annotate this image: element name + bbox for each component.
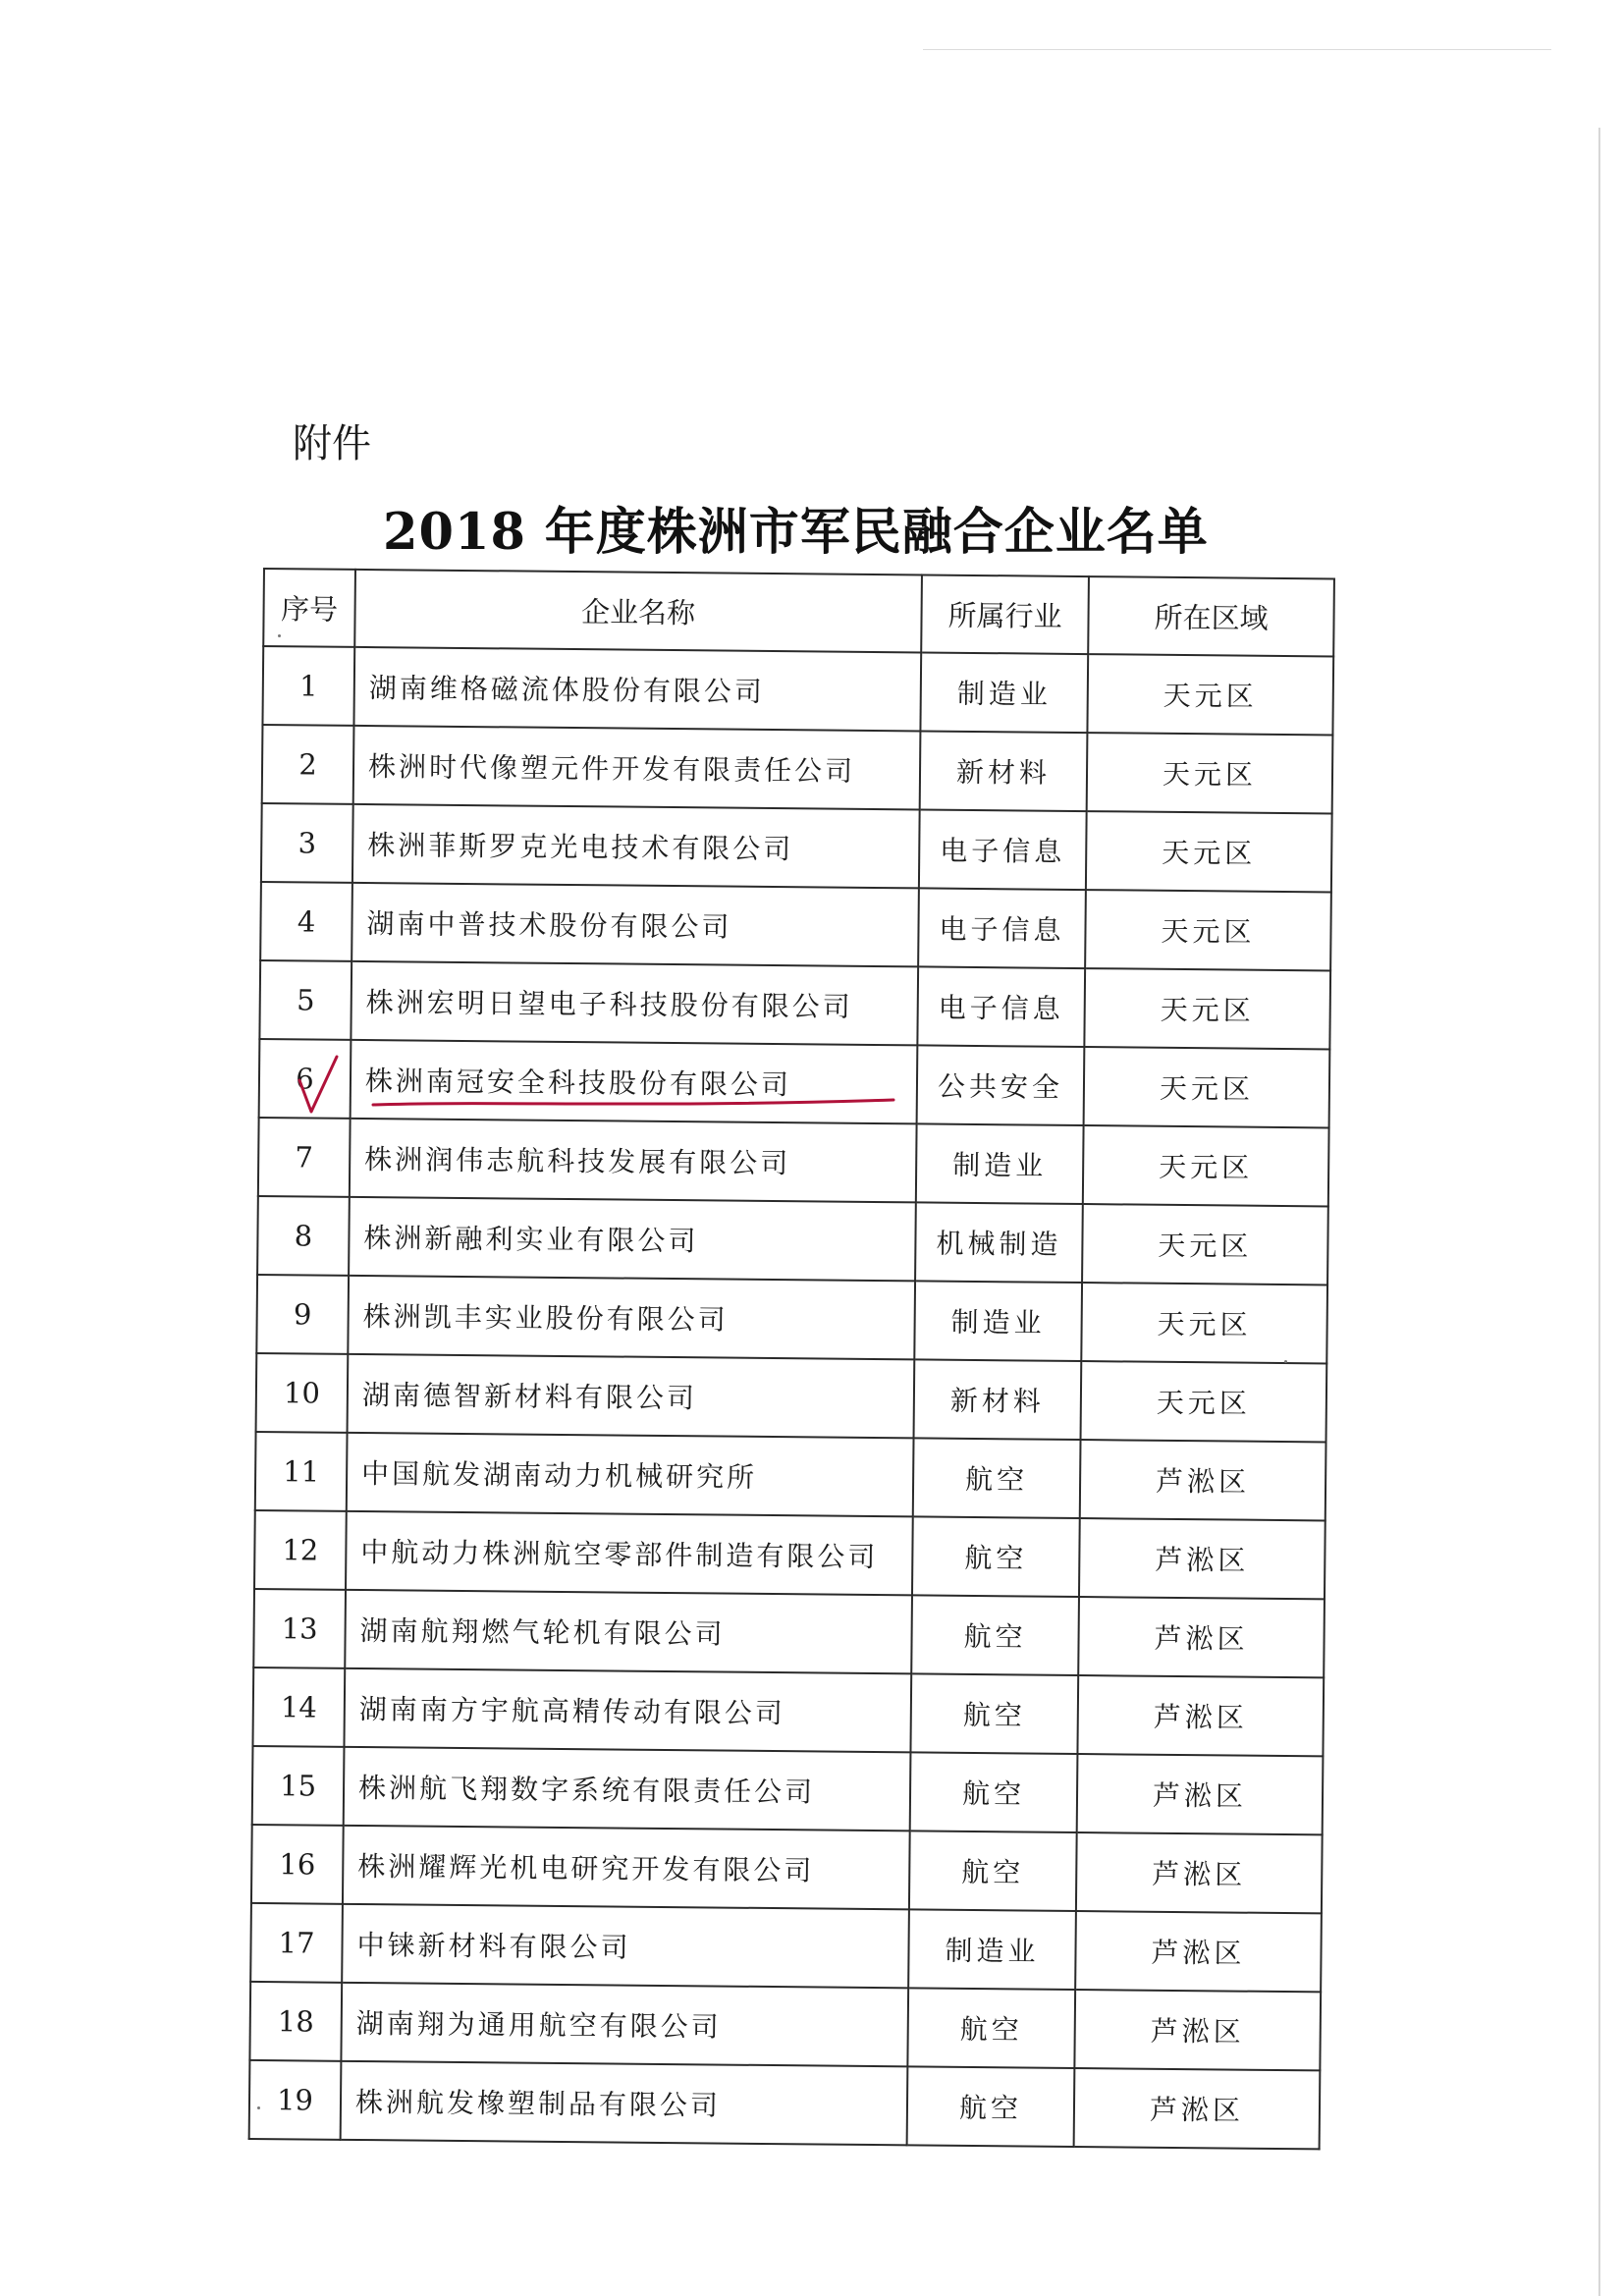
district-cell: 芦淞区 — [1075, 1911, 1322, 1992]
table-row — [261, 803, 1332, 892]
table-header-row — [263, 569, 1334, 656]
industry-cell: 航空 — [907, 2066, 1075, 2147]
company-name-cell: 湖南中普技术股份有限公司 — [352, 883, 919, 967]
header-company-name: 企业名称 — [354, 570, 922, 653]
table-row — [251, 1825, 1323, 1913]
industry-cell: 航空 — [912, 1516, 1080, 1597]
table-body — [249, 646, 1334, 2149]
district-cell: 天元区 — [1084, 1047, 1330, 1127]
page-title: 2018 年度株洲市军民融合企业名单 — [383, 503, 1209, 562]
serial-cell: 3 — [261, 803, 353, 883]
table-row — [259, 960, 1330, 1049]
industry-cell: 公共安全 — [917, 1045, 1085, 1125]
header-serial: 序号 — [263, 569, 355, 647]
serial-cell: 6 — [259, 1039, 352, 1119]
industry-cell: 制造业 — [908, 1909, 1076, 1990]
district-cell: 天元区 — [1081, 1361, 1327, 1442]
district-cell: 芦淞区 — [1080, 1440, 1326, 1520]
serial-cell: 5 — [259, 960, 352, 1040]
district-cell: 天元区 — [1085, 890, 1331, 970]
serial-cell: 18 — [249, 1982, 342, 2061]
table-row — [257, 1196, 1328, 1285]
district-cell: 天元区 — [1081, 1283, 1327, 1363]
serial-cell: 16 — [251, 1825, 344, 1904]
company-name-cell: 湖南维格磁流体股份有限公司 — [353, 647, 921, 732]
serial-cell: 13 — [253, 1589, 346, 1668]
district-cell: 天元区 — [1087, 654, 1333, 735]
company-name-cell: 株洲耀辉光机电研究开发有限公司 — [343, 1826, 910, 1910]
serial-cell: 4 — [260, 882, 352, 961]
district-cell: 天元区 — [1086, 811, 1332, 892]
table-row — [252, 1746, 1324, 1834]
table-row — [249, 2060, 1321, 2149]
serial-cell: 19 — [249, 2060, 342, 2140]
table-row — [262, 725, 1333, 813]
company-name-cell: 株洲凯丰实业股份有限公司 — [348, 1276, 915, 1360]
serial-cell: 10 — [256, 1353, 349, 1433]
scan-edge — [1598, 128, 1600, 2296]
industry-cell: 航空 — [910, 1673, 1078, 1754]
enterprise-table — [248, 568, 1335, 2150]
header-industry: 所属行业 — [921, 574, 1089, 654]
table-row — [262, 646, 1333, 735]
industry-cell: 新材料 — [920, 731, 1088, 811]
serial-cell: 12 — [254, 1510, 347, 1590]
district-cell: 天元区 — [1084, 968, 1330, 1049]
district-cell: 天元区 — [1083, 1125, 1329, 1206]
enterprise-table-wrapper — [248, 568, 1333, 2150]
industry-cell: 电子信息 — [918, 888, 1086, 968]
serial-cell: 14 — [252, 1667, 345, 1747]
district-cell: 芦淞区 — [1077, 1754, 1324, 1834]
serial-cell: 1 — [262, 646, 354, 726]
industry-cell: 电子信息 — [917, 966, 1085, 1047]
company-name-cell: 株洲润伟志航科技发展有限公司 — [350, 1119, 917, 1203]
table-row — [258, 1118, 1329, 1206]
serial-cell: 9 — [256, 1275, 349, 1354]
company-name-cell: 株洲南冠安全科技股份有限公司 — [351, 1040, 918, 1124]
industry-cell: 航空 — [909, 1831, 1077, 1911]
table-row — [256, 1353, 1327, 1442]
industry-cell: 制造业 — [914, 1281, 1082, 1361]
district-cell: 芦淞区 — [1079, 1518, 1325, 1599]
company-name-cell: 株洲航飞翔数字系统有限责任公司 — [344, 1747, 911, 1831]
industry-cell: 新材料 — [914, 1359, 1082, 1440]
company-name-cell: 株洲菲斯罗克光电技术有限公司 — [352, 804, 920, 889]
company-name-cell: 湖南航翔燃气轮机有限公司 — [345, 1590, 912, 1674]
industry-cell: 制造业 — [920, 652, 1088, 733]
company-name-cell: 株洲宏明日望电子科技股份有限公司 — [351, 961, 918, 1046]
industry-cell: 航空 — [913, 1438, 1081, 1518]
district-cell: 天元区 — [1082, 1204, 1328, 1285]
table-row — [255, 1432, 1326, 1520]
scan-artifact-line — [923, 49, 1551, 50]
scan-speck — [257, 2106, 260, 2109]
company-name-cell: 中航动力株洲航空零部件制造有限公司 — [346, 1511, 913, 1596]
district-cell: 芦淞区 — [1076, 1832, 1323, 1913]
header-district: 所在区域 — [1088, 576, 1334, 656]
table-row — [253, 1589, 1325, 1677]
industry-cell: 机械制造 — [915, 1202, 1083, 1283]
district-cell: 芦淞区 — [1074, 1990, 1321, 2070]
serial-cell: 11 — [255, 1432, 348, 1511]
district-cell: 芦淞区 — [1074, 2068, 1321, 2149]
company-name-cell: 湖南德智新材料有限公司 — [348, 1354, 915, 1439]
table-row — [252, 1667, 1324, 1756]
district-cell: 天元区 — [1087, 733, 1333, 813]
company-name-cell: 株洲时代像塑元件开发有限责任公司 — [353, 726, 921, 810]
table-row — [250, 1903, 1322, 1992]
serial-cell: 8 — [257, 1196, 350, 1276]
serial-cell: 7 — [258, 1118, 351, 1197]
serial-cell: 2 — [262, 725, 354, 804]
company-name-cell: 湖南翔为通用航空有限公司 — [341, 1983, 908, 2067]
table-row — [260, 882, 1331, 970]
serial-cell: 15 — [252, 1746, 345, 1826]
table-row — [256, 1275, 1327, 1363]
district-cell: 芦淞区 — [1078, 1597, 1325, 1677]
industry-cell: 制造业 — [916, 1123, 1084, 1204]
company-name-cell: 中国航发湖南动力机械研究所 — [347, 1433, 914, 1517]
company-name-cell: 中铼新材料有限公司 — [342, 1904, 909, 1989]
industry-cell: 电子信息 — [919, 809, 1087, 890]
serial-cell: 17 — [250, 1903, 343, 1983]
district-cell: 芦淞区 — [1077, 1675, 1324, 1756]
scan-speck — [278, 634, 281, 637]
scan-speck — [1284, 1360, 1287, 1363]
table-row — [259, 1039, 1330, 1127]
industry-cell: 航空 — [910, 1752, 1078, 1832]
industry-cell: 航空 — [911, 1595, 1079, 1675]
table-row — [254, 1510, 1325, 1599]
company-name-cell: 株洲新融利实业有限公司 — [349, 1197, 916, 1282]
company-name-cell: 株洲航发橡塑制品有限公司 — [341, 2061, 908, 2146]
company-name-cell: 湖南南方宇航高精传动有限公司 — [344, 1668, 911, 1753]
table-row — [249, 1982, 1321, 2070]
attachment-label: 附件 — [293, 421, 371, 466]
industry-cell: 航空 — [907, 1988, 1075, 2068]
